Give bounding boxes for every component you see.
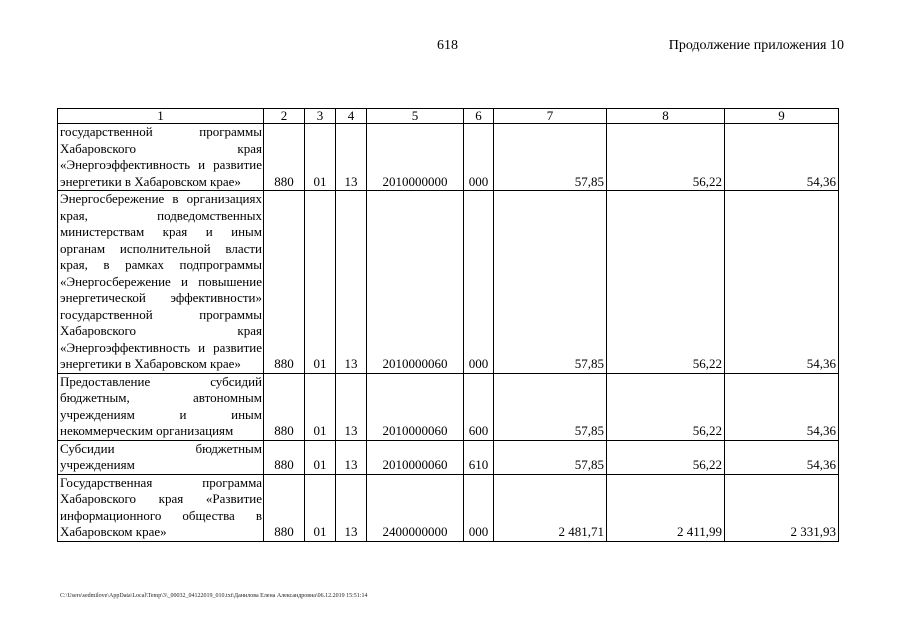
cell-ministry-code: 880 [264,191,305,374]
column-header: 5 [367,109,464,124]
row-name: Предоставление субсидий бюджетным, автономным учреждениям и иным некоммерческим организациям [58,373,264,440]
cell-target-article: 2400000000 [367,474,464,541]
column-header: 8 [607,109,725,124]
column-header: 3 [305,109,336,124]
appendix-continuation-label: Продолжение приложения 10 [668,38,844,53]
cell-amount-col9: 54,36 [725,191,839,374]
cell-amount-col7: 57,85 [494,124,607,191]
cell-amount-col8: 56,22 [607,191,725,374]
cell-amount-col7: 2 481,71 [494,474,607,541]
cell-expense-type: 000 [464,474,494,541]
column-header: 6 [464,109,494,124]
cell-ministry-code: 880 [264,440,305,474]
cell-amount-col7: 57,85 [494,373,607,440]
cell-section: 01 [305,440,336,474]
cell-amount-col8: 56,22 [607,373,725,440]
column-header: 1 [58,109,264,124]
cell-amount-col7: 57,85 [494,440,607,474]
budget-table [57,108,839,542]
cell-subsection: 13 [336,191,367,374]
table-row [58,191,839,374]
cell-target-article: 2010000060 [367,440,464,474]
cell-amount-col9: 54,36 [725,373,839,440]
cell-amount-col9: 54,36 [725,440,839,474]
cell-target-article: 2010000060 [367,191,464,374]
cell-target-article: 2010000000 [367,124,464,191]
row-name: государственной программы Хабаровского края «Энергоэффективность и развитие энергетики в Хабаровском крае» [58,124,264,191]
column-header: 2 [264,109,305,124]
cell-amount-col8: 56,22 [607,124,725,191]
row-name: Государственная программа Хабаровского края «Развитие информационного общества в Хабаровском крае» [58,474,264,541]
cell-ministry-code: 880 [264,474,305,541]
cell-subsection: 13 [336,373,367,440]
cell-ministry-code: 880 [264,124,305,191]
cell-section: 01 [305,124,336,191]
column-header: 9 [725,109,839,124]
cell-amount-col8: 56,22 [607,440,725,474]
cell-amount-col9: 2 331,93 [725,474,839,541]
cell-subsection: 13 [336,474,367,541]
page-number: 618 [437,38,458,53]
cell-expense-type: 610 [464,440,494,474]
cell-expense-type: 000 [464,191,494,374]
cell-section: 01 [305,191,336,374]
table-header-row [58,109,839,124]
column-header: 7 [494,109,607,124]
cell-amount-col7: 57,85 [494,191,607,374]
cell-subsection: 13 [336,124,367,191]
cell-target-article: 2010000060 [367,373,464,440]
table-row [58,373,839,440]
column-header: 4 [336,109,367,124]
cell-section: 01 [305,474,336,541]
cell-ministry-code: 880 [264,373,305,440]
row-name: Энергосбережение в организациях края, подведомственных министерствам края и иным органам исполнительной власти края, в рамках подпрограммы «Энергосбережение и повышение энергетической эффективности» государственной программы Хабаровского края «Энергоэффективность и развитие энергетики в Хабаровском крае» [58,191,264,374]
table-row [58,440,839,474]
row-name: Субсидии бюджетным учреждениям [58,440,264,474]
table-row [58,124,839,191]
cell-subsection: 13 [336,440,367,474]
cell-amount-col8: 2 411,99 [607,474,725,541]
cell-amount-col9: 54,36 [725,124,839,191]
cell-section: 01 [305,373,336,440]
file-path-footer: C:\Users\sedmilove\AppData\Local\Temp\3\_00032_04122019_010.txt\Данилова Елена Александровна\06.12.2019 15:51:14 [60,593,368,599]
cell-expense-type: 000 [464,124,494,191]
cell-expense-type: 600 [464,373,494,440]
table-row [58,474,839,541]
